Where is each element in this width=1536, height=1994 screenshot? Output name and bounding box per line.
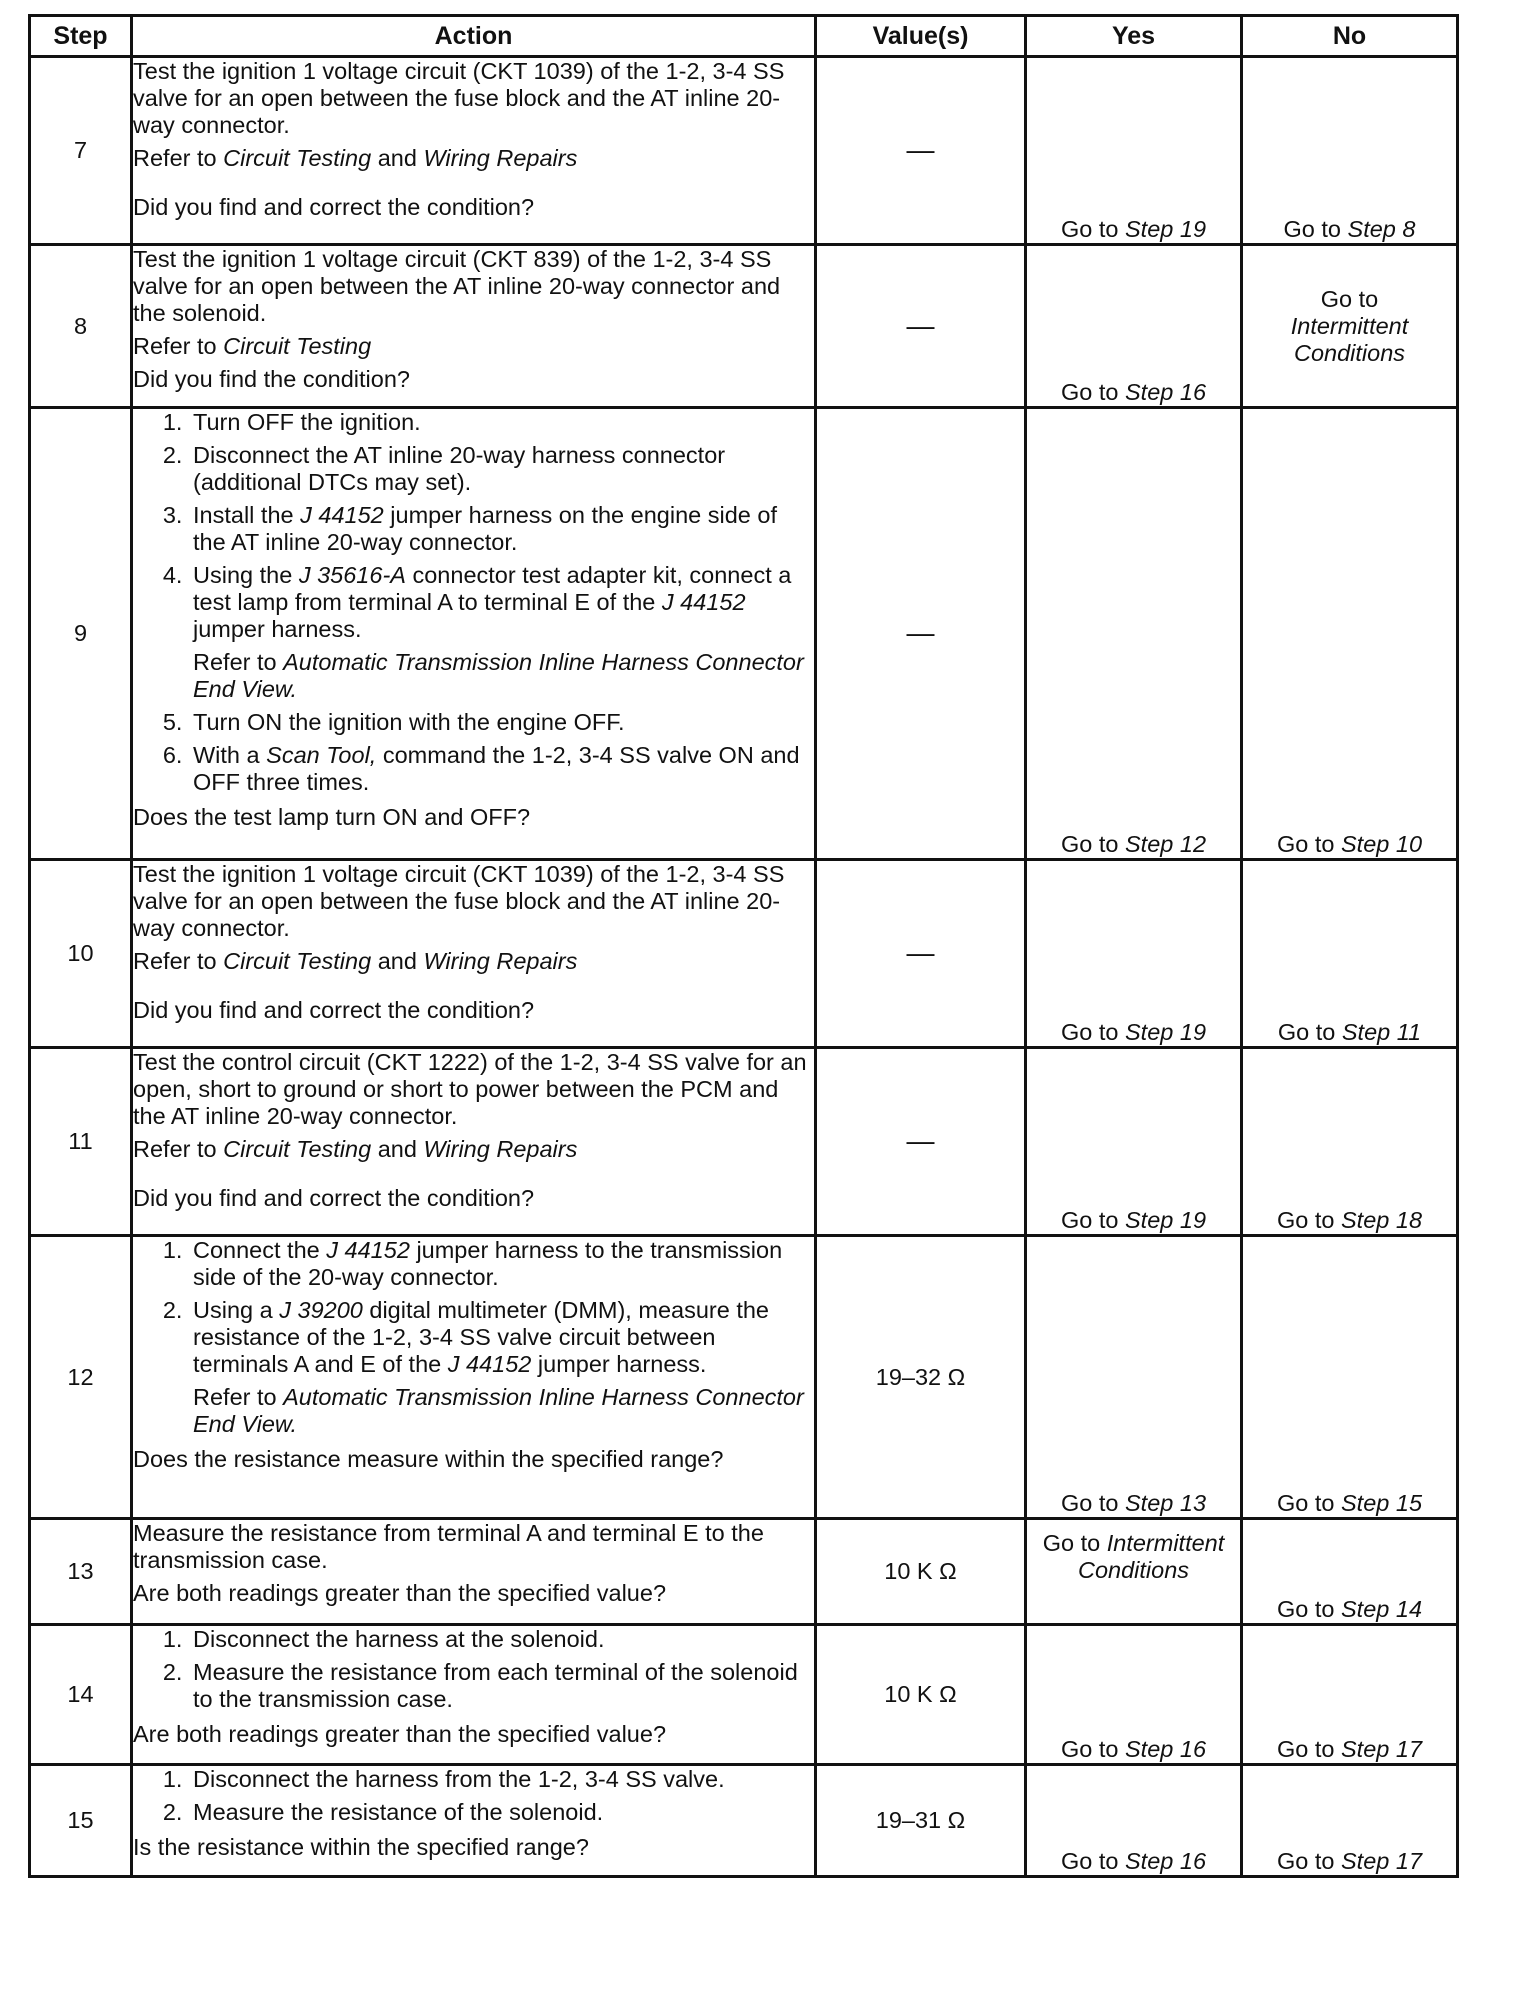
- yes-cell: Go to Step 19: [1026, 1048, 1242, 1236]
- action-cell: [132, 1625, 816, 1765]
- value-cell: 10 K Ω: [816, 1625, 1026, 1765]
- value-cell: —: [816, 860, 1026, 1048]
- action-text: Test the ignition 1 voltage circuit (CKT 839) of the 1-2, 3-4 SS valve for an open between the AT inline 20-way connector and the solenoid.: [133, 246, 781, 326]
- value-cell: 19–31 Ω: [816, 1765, 1026, 1877]
- list-item: 2. Measure the resistance of the solenoid.: [189, 1799, 814, 1826]
- yes-cell: Go to Step 12: [1026, 408, 1242, 860]
- table-row: [30, 860, 1458, 1048]
- action-text: Test the ignition 1 voltage circuit (CKT 1039) of the 1-2, 3-4 SS valve for an open between the fuse block and the AT inline 20-way connector.: [133, 58, 785, 138]
- question: Does the test lamp turn ON and OFF?: [133, 804, 531, 830]
- question: Did you find and correct the condition?: [133, 194, 535, 220]
- procedure-list: [133, 409, 814, 796]
- list-item: 2. Using a J 39200 digital multimeter (DMM), measure the resistance of the 1-2, 3-4 SS valve circuit between terminals A and E of the J 44152 jumper harness. Refer to Automatic Transmission Inline Harness Connector End View.: [189, 1297, 814, 1438]
- step-number: 12: [30, 1236, 132, 1519]
- list-item: 3. Install the J 44152 jumper harness on the engine side of the AT inline 20-way connector.: [189, 502, 814, 556]
- step-number: 7: [30, 57, 132, 245]
- diagnostic-table: [28, 14, 1459, 1878]
- yes-cell: Go to Step 19: [1026, 860, 1242, 1048]
- list-item: 1. Disconnect the harness from the 1-2, 3-4 SS valve.: [189, 1766, 814, 1793]
- table-row: [30, 245, 1458, 408]
- action-text: Test the ignition 1 voltage circuit (CKT 1039) of the 1-2, 3-4 SS valve for an open between the fuse block and the AT inline 20-way connector.: [133, 861, 785, 941]
- reference: Refer to Circuit Testing: [133, 333, 372, 359]
- reference: Refer to Circuit Testing and Wiring Repairs: [133, 948, 578, 974]
- question: Did you find and correct the condition?: [133, 997, 535, 1023]
- no-cell: Go to Intermittent Conditions: [1242, 245, 1458, 408]
- action-cell: [132, 1236, 816, 1519]
- reference: Refer to Circuit Testing and Wiring Repairs: [133, 145, 578, 171]
- no-cell: Go to Step 15: [1242, 1236, 1458, 1519]
- table-row: [30, 1625, 1458, 1765]
- value-cell: —: [816, 408, 1026, 860]
- header-step: Step: [30, 16, 132, 57]
- value-cell: 19–32 Ω: [816, 1236, 1026, 1519]
- action-text: Measure the resistance from terminal A and terminal E to the transmission case.: [133, 1520, 764, 1573]
- list-item: 6. With a Scan Tool, command the 1-2, 3-4 SS valve ON and OFF three times.: [189, 742, 814, 796]
- procedure-list: [133, 1766, 814, 1826]
- table-row: [30, 57, 1458, 245]
- yes-cell: Go to Step 16: [1026, 245, 1242, 408]
- question: Are both readings greater than the specified value?: [133, 1721, 667, 1747]
- no-cell: Go to Step 17: [1242, 1625, 1458, 1765]
- question: Did you find and correct the condition?: [133, 1185, 535, 1211]
- list-item: 5. Turn ON the ignition with the engine OFF.: [189, 709, 814, 736]
- yes-cell: Go to Step 16: [1026, 1765, 1242, 1877]
- question: Did you find the condition?: [133, 366, 410, 392]
- header-yes: Yes: [1026, 16, 1242, 57]
- no-cell: Go to Step 8: [1242, 57, 1458, 245]
- action-cell: [132, 860, 816, 1048]
- no-cell: Go to Step 10: [1242, 408, 1458, 860]
- value-cell: —: [816, 57, 1026, 245]
- step-number: 8: [30, 245, 132, 408]
- table-row: [30, 408, 1458, 860]
- procedure-list: [133, 1626, 814, 1713]
- question: Are both readings greater than the specified value?: [133, 1580, 667, 1606]
- step-number: 10: [30, 860, 132, 1048]
- question: Does the resistance measure within the specified range?: [133, 1446, 724, 1472]
- step-number: 14: [30, 1625, 132, 1765]
- step-number: 13: [30, 1519, 132, 1625]
- list-item: 1. Turn OFF the ignition.: [189, 409, 814, 436]
- list-item: 2. Disconnect the AT inline 20-way harness connector (additional DTCs may set).: [189, 442, 814, 496]
- no-cell: Go to Step 17: [1242, 1765, 1458, 1877]
- step-number: 9: [30, 408, 132, 860]
- step-number: 11: [30, 1048, 132, 1236]
- action-cell: [132, 1765, 816, 1877]
- no-cell: Go to Step 11: [1242, 860, 1458, 1048]
- procedure-list: [133, 1237, 814, 1438]
- list-item: 2. Measure the resistance from each terminal of the solenoid to the transmission case.: [189, 1659, 814, 1713]
- reference: Refer to Automatic Transmission Inline Harness Connector End View.: [193, 649, 804, 702]
- header-row: [30, 16, 1458, 57]
- yes-cell: Go to Step 16: [1026, 1625, 1242, 1765]
- table-row: [30, 1519, 1458, 1625]
- action-cell: [132, 1048, 816, 1236]
- action-cell: [132, 408, 816, 860]
- step-number: 15: [30, 1765, 132, 1877]
- no-cell: Go to Step 14: [1242, 1519, 1458, 1625]
- yes-cell: Go to Step 13: [1026, 1236, 1242, 1519]
- action-cell: [132, 245, 816, 408]
- list-item: 1. Connect the J 44152 jumper harness to the transmission side of the 20-way connector.: [189, 1237, 814, 1291]
- table-row: [30, 1236, 1458, 1519]
- value-cell: 10 K Ω: [816, 1519, 1026, 1625]
- table-row: [30, 1765, 1458, 1877]
- action-cell: [132, 1519, 816, 1625]
- reference: Refer to Circuit Testing and Wiring Repairs: [133, 1136, 578, 1162]
- yes-cell: Go to Step 19: [1026, 57, 1242, 245]
- action-text: Test the control circuit (CKT 1222) of the 1-2, 3-4 SS valve for an open, short to ground or short to power between the PCM and the AT inline 20-way connector.: [133, 1049, 807, 1129]
- header-no: No: [1242, 16, 1458, 57]
- list-item: 4. Using the J 35616-A connector test adapter kit, connect a test lamp from terminal A to terminal E of the J 44152 jumper harness. Refer to Automatic Transmission Inline Harness Connector End View.: [189, 562, 814, 703]
- question: Is the resistance within the specified range?: [133, 1834, 589, 1860]
- table-row: [30, 1048, 1458, 1236]
- reference: Refer to Automatic Transmission Inline Harness Connector End View.: [193, 1384, 804, 1437]
- no-cell: Go to Step 18: [1242, 1048, 1458, 1236]
- header-action: Action: [132, 16, 816, 57]
- value-cell: —: [816, 245, 1026, 408]
- yes-cell: Go to Intermittent Conditions: [1026, 1519, 1242, 1625]
- list-item: 1. Disconnect the harness at the solenoid.: [189, 1626, 814, 1653]
- header-values: Value(s): [816, 16, 1026, 57]
- action-cell: [132, 57, 816, 245]
- value-cell: —: [816, 1048, 1026, 1236]
